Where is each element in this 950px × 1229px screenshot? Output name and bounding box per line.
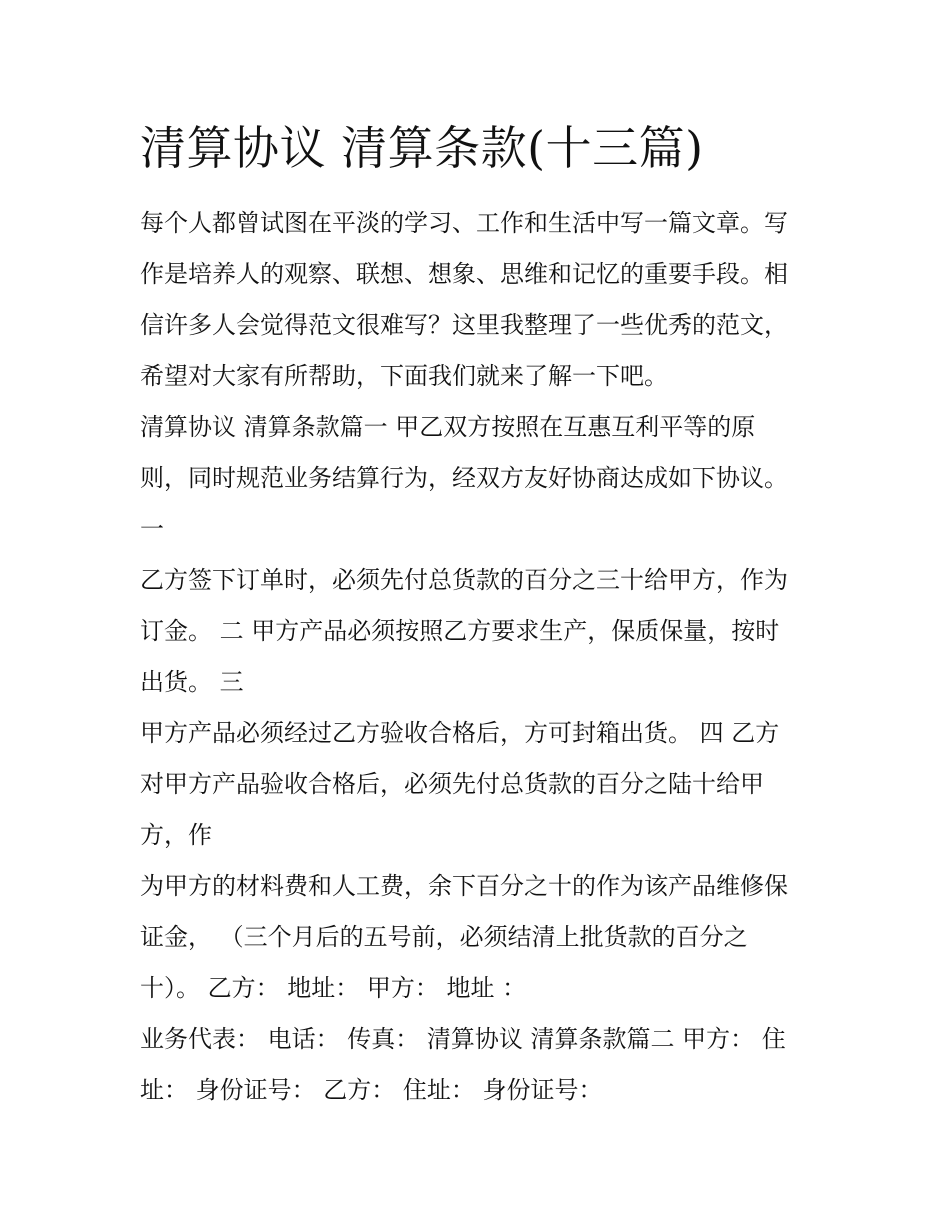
body-line: 十）。 乙方： 地址： 甲方： 地址 ： xyxy=(140,974,527,1002)
document-title: 清算协议 清算条款(十三篇) xyxy=(140,121,704,175)
body-line: 乙方签下订单时，必须先付总货款的百分之三十给甲方，作为 xyxy=(140,566,788,594)
body-line: 证金， （三个月后的五号前，必须结清上批货款的百分之 xyxy=(140,923,748,951)
body-line: 则，同时规范业务结算行为，经双方友好协商达成如下协议。 xyxy=(140,464,788,492)
body-line: 作是培养人的观察、联想、想象、思维和记忆的重要手段。相 xyxy=(140,260,788,288)
body-line: 每个人都曾试图在平淡的学习、工作和生活中写一篇文章。写 xyxy=(140,209,788,237)
body-line: 出货。 三 xyxy=(140,668,244,696)
body-line: 甲方产品必须经过乙方验收合格后，方可封箱出货。 四 乙方 xyxy=(140,719,780,747)
body-line: 对甲方产品验收合格后，必须先付总货款的百分之陆十给甲 xyxy=(140,770,764,798)
body-line: 清算协议 清算条款篇一 甲乙双方按照在互惠互利平等的原 xyxy=(140,413,756,441)
body-line: 址： 身份证号： 乙方： 住址： 身份证号： xyxy=(140,1076,603,1104)
body-line: 方，作 xyxy=(140,821,212,849)
body-line: 为甲方的材料费和人工费，余下百分之十的作为该产品维修保 xyxy=(140,872,788,900)
body-line: 订金。 二 甲方产品必须按照乙方要求生产，保质保量，按时 xyxy=(140,617,780,645)
body-line: 希望对大家有所帮助，下面我们就来了解一下吧。 xyxy=(140,362,668,390)
document-body xyxy=(140,198,830,1116)
body-line: 信许多人会觉得范文很难写？这里我整理了一些优秀的范文， xyxy=(140,311,788,339)
body-line: 业务代表： 电话： 传真： 清算协议 清算条款篇二 甲方： 住 xyxy=(140,1025,786,1053)
body-line: 一 xyxy=(140,515,164,543)
